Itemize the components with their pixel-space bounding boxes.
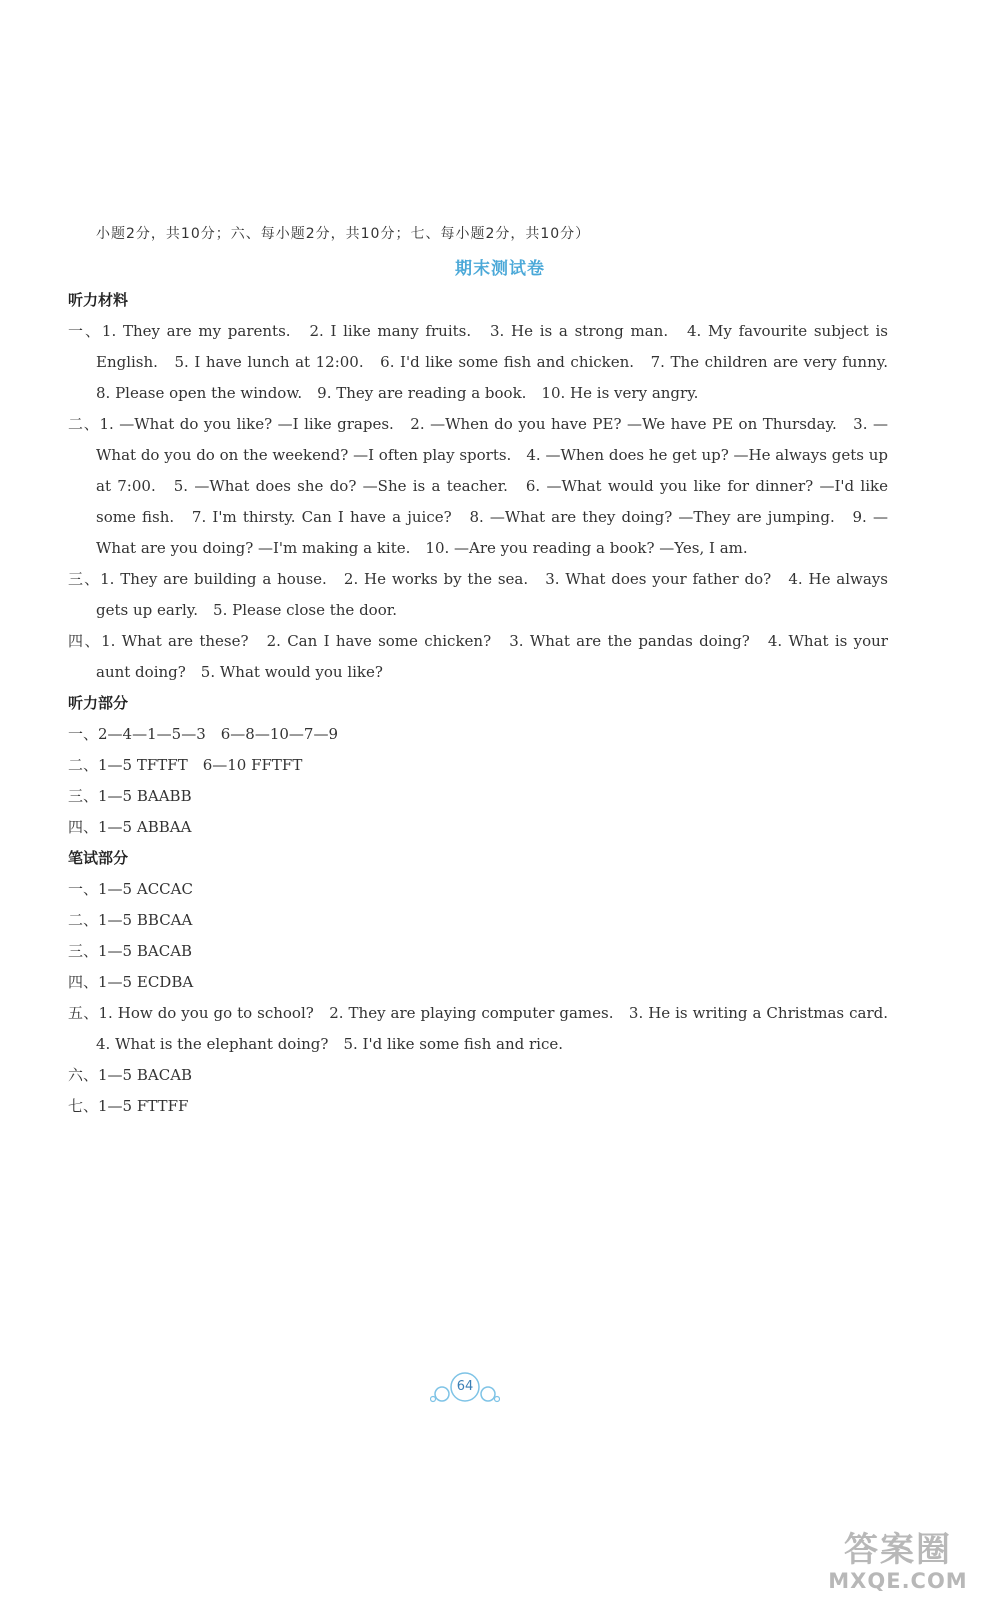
item-text: 1. What are these? 2. Can I have some chicken? 3. What are the pandas doing? 4. What is your aunt doing? 5. What would you like? [96,632,888,681]
item-text: 1—5 TFTFT 6—10 FFTFT [98,756,303,774]
item-marker: 七、 [68,1097,99,1115]
item-text: 2—4—1—5—3 6—8—10—7—9 [98,725,338,743]
item-text: 1—5 BBCAA [98,911,193,929]
list-item [68,719,888,750]
item-text: 1—5 ACCAC [98,880,193,898]
answer-content [68,285,904,1122]
item-text: 1. They are my parents. 2. I like many fruits. 3. He is a strong man. 4. My favourite subject is English. 5. I have lunch at 12:00. 6. I'd like some fish and chicken. 7. The children are very funny. 8. Please open the window. 9. They are reading a book. 10. He is very angry. [96,322,904,402]
item-marker: 一、 [68,322,102,340]
section-listening-part [68,688,888,843]
section-heading: 笔试部分 [68,849,129,867]
section-heading: 听力材料 [68,291,129,309]
section-heading: 听力部分 [68,694,129,712]
page-number: 64 [456,1379,474,1394]
item-marker: 二、 [68,415,100,433]
item-text: 1—5 ABBAA [98,818,192,836]
list-item [68,1091,888,1122]
section-listening-material [68,285,904,688]
watermark-top: 答案圈 [844,1530,952,1570]
list-item [68,316,904,409]
item-marker: 四、 [68,818,99,836]
list-item [68,1060,888,1091]
list-item [68,905,888,936]
item-text: 1—5 BACAB [98,1066,193,1084]
item-marker: 三、 [68,942,99,960]
list-item [68,750,888,781]
item-marker: 三、 [68,570,101,588]
item-text: 1. They are building a house. 2. He works by the sea. 3. What does your father do? 4. He always gets up early. 5. Please close the door. [96,570,888,619]
watermark-bottom: MXQE.COM [828,1569,968,1593]
item-marker: 一、 [68,880,99,898]
item-text: 1—5 BAABB [98,787,192,805]
list-item [68,564,888,626]
list-item [68,812,888,843]
item-text: 1—5 ECDBA [98,973,194,991]
item-text: 1. —What do you like? —I like grapes. 2. —When do you have PE? —We have PE on Thursday. 3. —What do you do on the weekend? —I often play sports. 4. —When does he get up? —He always gets up at 7:00. 5. —What does she do? —She is a teacher. 6. —What would you like for dinner? —I'd like some fish. 7. I'm thirsty. Can I have a juice? 8. —What are they doing? —They are jumping. 9. —What are you doing? —I'm making a kite. 10. —Are you reading a book? —Yes, I am. [96,415,888,557]
list-item [68,409,888,564]
list-item [68,626,888,688]
page-title: 期末测试卷 [455,259,545,279]
item-marker: 二、 [68,911,99,929]
list-item [68,967,888,998]
item-marker: 五、 [68,1004,99,1022]
section-written-part [68,843,904,1122]
item-text: 1—5 FTTFF [98,1097,189,1115]
item-text: 1—5 BACAB [98,942,193,960]
list-item [68,936,888,967]
item-marker: 一、 [68,725,99,743]
page-number-badge [430,1372,500,1406]
item-marker: 三、 [68,787,99,805]
item-text: 1. How do you go to school? 2. They are playing computer games. 3. He is writing a Christmas card. 4. What is the elephant doing? 5. I'd like some fish and rice. [96,1004,904,1053]
list-item [68,998,904,1060]
item-marker: 四、 [68,973,99,991]
item-marker: 四、 [68,632,102,650]
item-marker: 六、 [68,1066,99,1084]
carryover-text: 小题2分，共10分；六、每小题2分，共10分；七、每小题2分，共10分） [96,226,591,242]
list-item [68,874,888,905]
item-marker: 二、 [68,756,99,774]
list-item [68,781,888,812]
watermark-logo [818,1530,978,1592]
